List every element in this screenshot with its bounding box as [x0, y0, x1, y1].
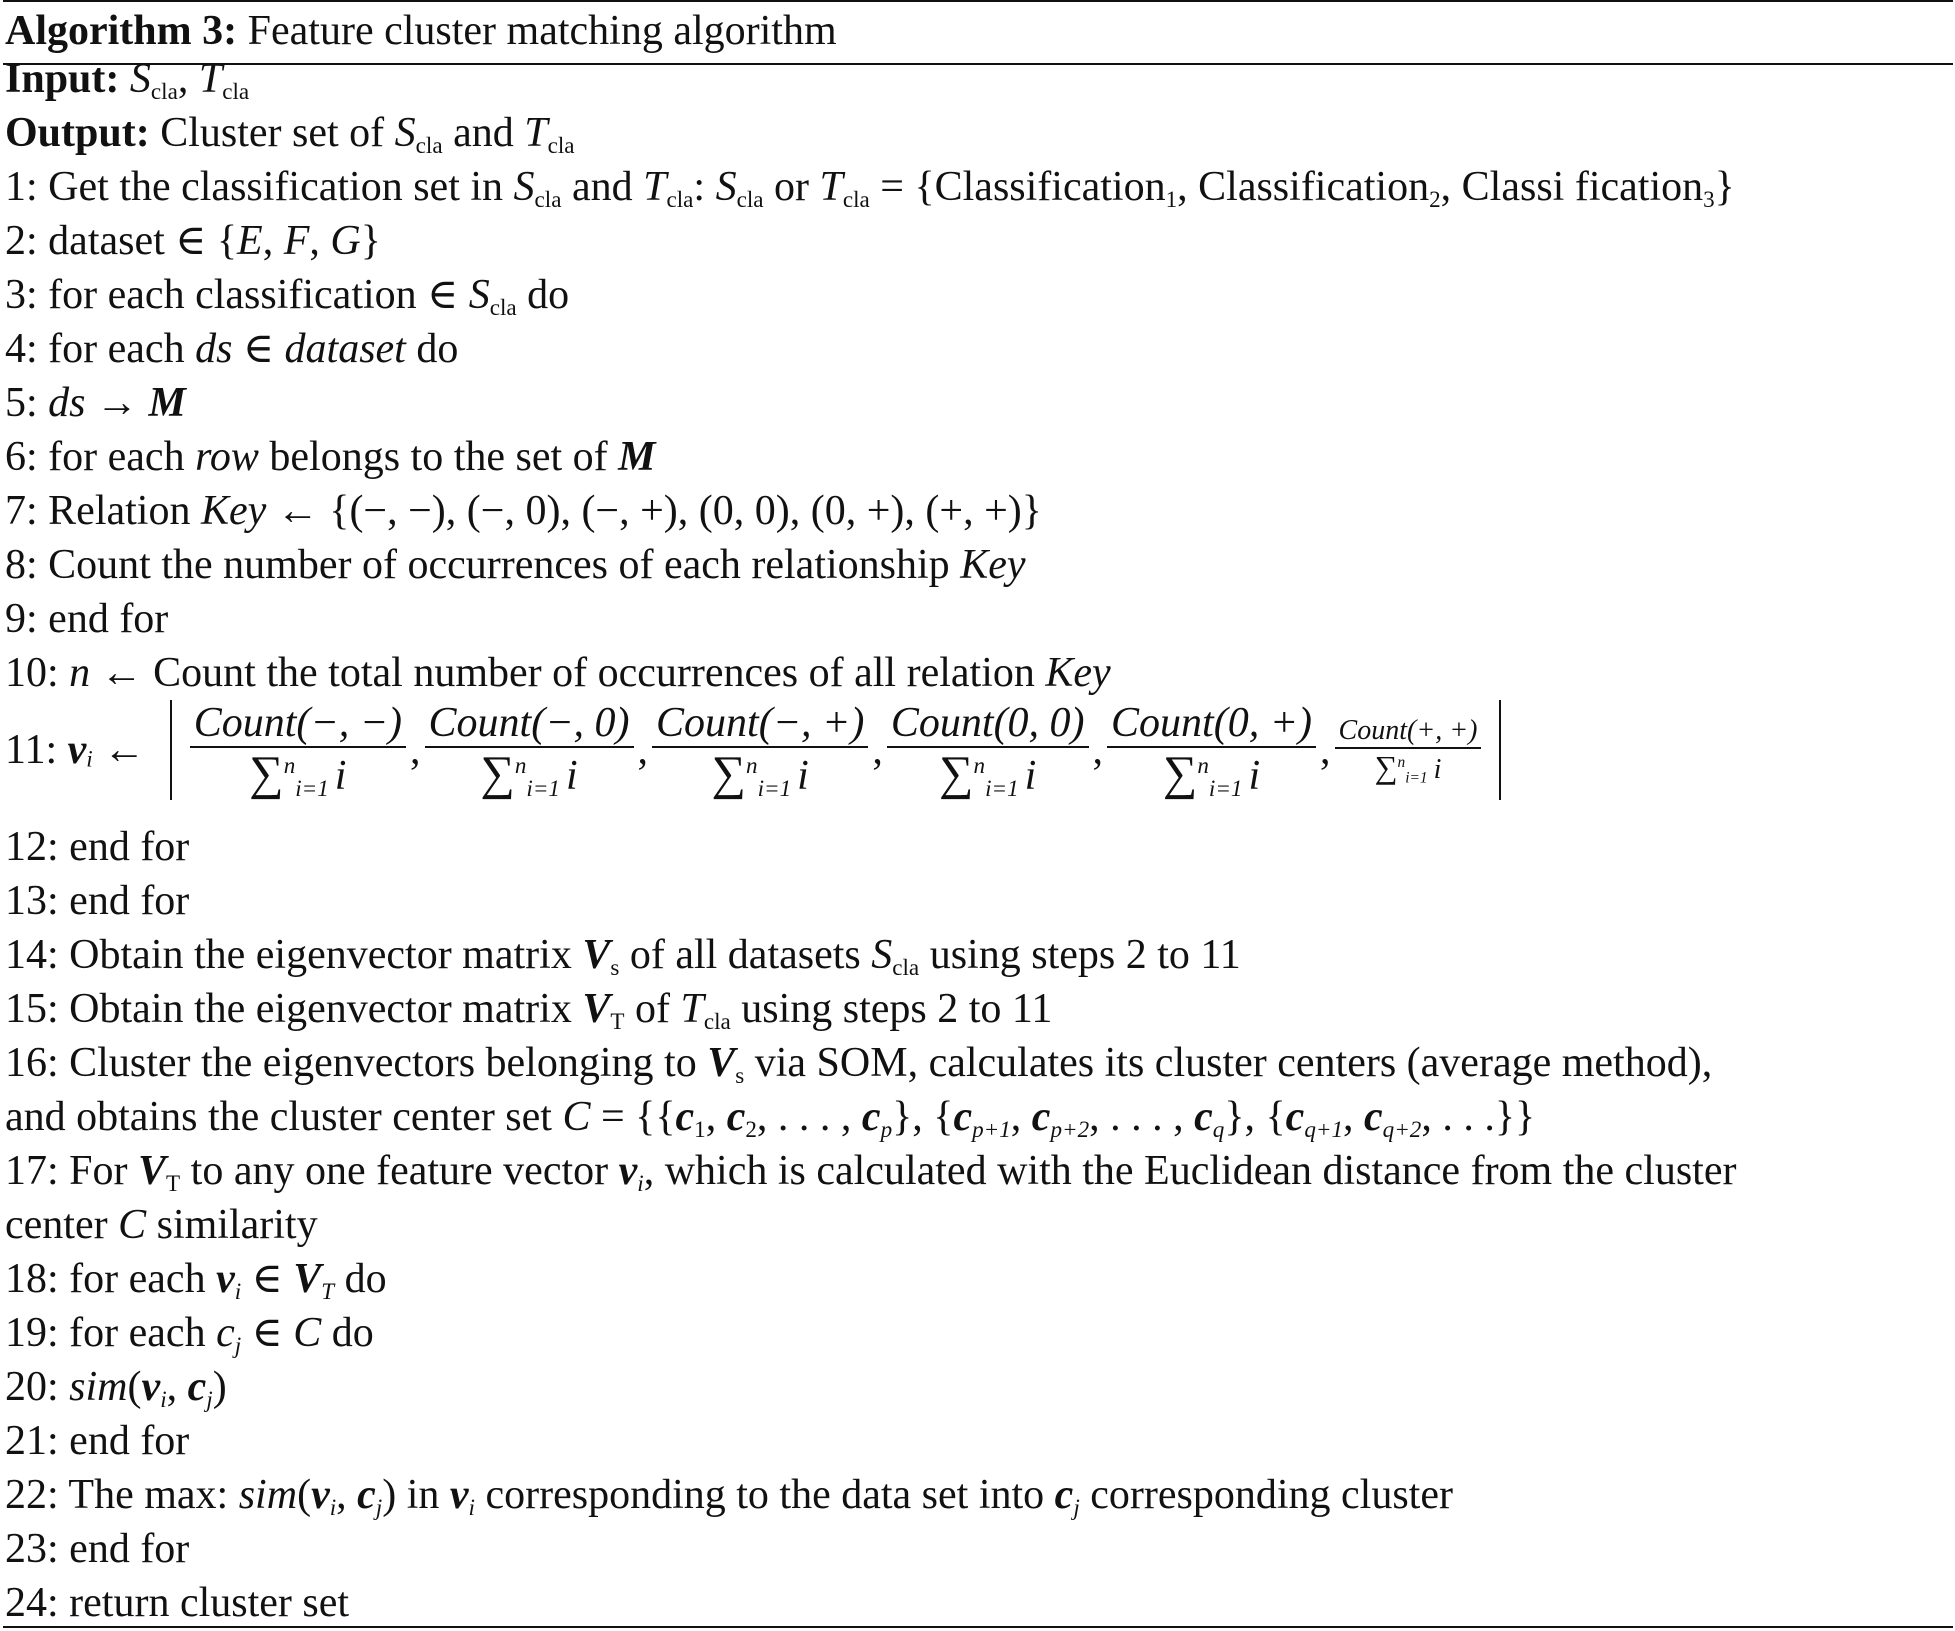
- fraction-denominator: [1107, 746, 1316, 801]
- step-21: [5, 1420, 189, 1462]
- fraction-separator: ,: [410, 727, 421, 773]
- step-text: dataset ∈ {: [48, 218, 238, 264]
- step-number: 9:: [5, 596, 38, 642]
- step-text: ←: [103, 727, 146, 773]
- sum-index: i: [565, 752, 578, 799]
- step-text: corresponding to the data set into: [485, 1472, 1045, 1518]
- math-t: T: [680, 986, 704, 1032]
- step-number: 2:: [5, 218, 38, 264]
- title-text: Feature cluster matching algorithm: [247, 8, 837, 54]
- step-number: 14:: [5, 932, 59, 978]
- math-t: T: [643, 164, 667, 210]
- step-text: = {{: [600, 1094, 676, 1140]
- math-sub: cla: [489, 293, 517, 320]
- step-text: or: [774, 164, 809, 210]
- fraction-numerator: Count(−, −): [190, 702, 406, 748]
- step-text: For: [69, 1148, 128, 1194]
- step-number: 7:: [5, 488, 38, 534]
- step-16: [5, 1040, 1713, 1088]
- fraction-numerator: Count(0, 0): [887, 702, 1089, 748]
- math-v: V: [582, 932, 611, 978]
- math-sub: p: [880, 1115, 893, 1142]
- step-text: Cluster the eigenvectors belonging to: [69, 1040, 697, 1086]
- math-row: row: [195, 434, 259, 480]
- step-text: for each: [69, 1310, 206, 1356]
- step-text: Obtain the eigenvector matrix: [69, 932, 572, 978]
- sum-symbol: ∑: [711, 746, 747, 800]
- step-text: }: [1714, 164, 1735, 210]
- math-v: v: [141, 1364, 161, 1410]
- step-number: 13:: [5, 878, 59, 924]
- fraction-denominator: [190, 746, 406, 801]
- fraction-denominator: [652, 746, 868, 801]
- step-text: center: [5, 1202, 108, 1248]
- step-text: end for: [69, 878, 190, 924]
- fraction-numerator: Count(0, +): [1107, 702, 1316, 748]
- math-v: V: [293, 1256, 322, 1302]
- step-12: [5, 826, 189, 868]
- math-v: V: [707, 1040, 736, 1086]
- math-c-set: C: [293, 1310, 322, 1356]
- step-text: , . . . ,: [1089, 1094, 1184, 1140]
- step-text: of all datasets: [629, 932, 861, 978]
- step-text: do: [344, 1256, 387, 1302]
- math-c: c: [726, 1094, 746, 1140]
- abs-bar-right: [1499, 700, 1501, 800]
- math-sub: i: [234, 1277, 242, 1304]
- step-4: [5, 328, 458, 370]
- math-sub: cla: [666, 185, 694, 212]
- math-s: S: [513, 164, 535, 210]
- step-text: end for: [48, 596, 169, 642]
- math-c: c: [1031, 1094, 1051, 1140]
- step-number: 10:: [5, 650, 59, 696]
- output-s: S: [394, 110, 416, 156]
- math-sub: s: [735, 1061, 745, 1088]
- step-text: end for: [69, 1526, 190, 1572]
- input-s-sub: cla: [150, 77, 178, 104]
- fraction: [190, 699, 406, 801]
- step-14: [5, 932, 1241, 980]
- math-sub: i: [637, 1169, 644, 1196]
- math-sim: sim: [238, 1472, 298, 1518]
- fraction-separator: ,: [1320, 727, 1331, 773]
- step-text: ∈: [251, 1310, 283, 1356]
- sum-index: i: [1248, 752, 1261, 799]
- math-s: S: [715, 164, 737, 210]
- algorithm-box: [3, 0, 1953, 1629]
- math-ds: ds: [195, 326, 233, 372]
- sum-lower: i=1: [526, 774, 560, 801]
- math-sub: i: [468, 1493, 475, 1520]
- step-text: , . . . ,: [756, 1094, 852, 1140]
- step-text: belongs to the set of: [269, 434, 608, 480]
- math-v: v: [67, 727, 87, 773]
- step-text: , Classification: [1177, 164, 1430, 210]
- math-sub: cla: [842, 185, 870, 212]
- math-sub: j: [234, 1331, 242, 1358]
- math-sim: sim: [69, 1364, 128, 1410]
- math-v: v: [449, 1472, 469, 1518]
- math-sub: cla: [736, 185, 764, 212]
- math-c: c: [861, 1094, 881, 1140]
- math-key: Key: [960, 542, 1026, 588]
- abs-bar-left: [170, 700, 172, 800]
- fraction-list: [186, 699, 1486, 801]
- math-sub: q+2: [1382, 1115, 1422, 1142]
- step-text: using steps 2 to 11: [741, 986, 1053, 1032]
- math-v: v: [618, 1148, 638, 1194]
- math-sub: p+1: [972, 1115, 1011, 1142]
- step-17-continued: [5, 1204, 318, 1246]
- math-v: v: [216, 1256, 235, 1302]
- fraction-denominator: [1335, 748, 1482, 787]
- math-t: T: [819, 164, 843, 210]
- math-c: c: [953, 1094, 973, 1140]
- sum-index: i: [797, 752, 809, 799]
- input-t: T: [198, 56, 223, 102]
- step-18: [5, 1256, 387, 1304]
- fraction-denominator: [425, 746, 634, 801]
- step-text: Relation: [48, 488, 191, 534]
- step-text: do: [331, 1310, 374, 1356]
- math-sub: i: [329, 1493, 337, 1520]
- sum-upper: n: [514, 751, 527, 778]
- step-text: do: [416, 326, 459, 372]
- step-number: 3:: [5, 272, 38, 318]
- math-sub: j: [1073, 1493, 1080, 1520]
- math-sub: 1: [1165, 185, 1178, 212]
- step-15: [5, 986, 1053, 1034]
- math-sub: 3: [1703, 185, 1715, 212]
- math-n: n: [69, 650, 91, 696]
- math-s: S: [468, 272, 490, 318]
- math-g: G: [330, 218, 361, 264]
- math-sub: i: [86, 745, 93, 772]
- algorithm-title: [5, 10, 837, 52]
- sum-upper: n: [1197, 751, 1209, 778]
- sum-lower: i=1: [757, 774, 792, 801]
- sum-symbol: ∑: [480, 746, 515, 800]
- step-text: similarity: [156, 1202, 318, 1248]
- math-key: Key: [200, 488, 267, 534]
- step-number: 4:: [5, 326, 38, 372]
- bottom-rule: [3, 1626, 1953, 1628]
- output-line: [5, 110, 575, 158]
- math-c: c: [187, 1364, 207, 1410]
- math-sub: s: [610, 953, 620, 980]
- fraction-separator: ,: [872, 727, 883, 773]
- sum-symbol: ∑: [249, 746, 284, 800]
- sum-upper: n: [283, 751, 296, 778]
- step-number: 23:: [5, 1526, 59, 1572]
- math-v: v: [311, 1472, 330, 1518]
- step-number: 5:: [5, 380, 38, 426]
- step-number: 20:: [5, 1364, 59, 1410]
- step-text: corresponding cluster: [1090, 1472, 1453, 1518]
- math-c-set: C: [118, 1202, 147, 1248]
- step-24: [5, 1582, 349, 1624]
- sum-upper: n: [973, 751, 986, 778]
- output-t: T: [524, 110, 548, 156]
- step-text: , which is calculated with the Euclidean distance from the cluster: [643, 1148, 1737, 1194]
- sum-lower: i=1: [1405, 769, 1428, 787]
- step-1: [5, 164, 1735, 212]
- step-text: for each classification ∈: [48, 272, 459, 318]
- step-6: [5, 436, 656, 478]
- step-number: 18:: [5, 1256, 59, 1302]
- step-17: [5, 1148, 1737, 1196]
- fraction-numerator: Count(−, +): [652, 702, 868, 748]
- step-number: 24:: [5, 1580, 59, 1626]
- math-c: c: [357, 1472, 376, 1518]
- math-c: c: [1364, 1094, 1383, 1140]
- fraction-separator: ,: [1092, 727, 1104, 773]
- math-sub: cla: [703, 1007, 731, 1034]
- sum-lower: i=1: [295, 774, 329, 801]
- math-sub: q: [1212, 1115, 1225, 1142]
- step-text: :: [693, 164, 706, 210]
- step-text: via SOM, calculates its cluster centers (average method),: [754, 1040, 1713, 1086]
- math-sub: j: [206, 1385, 213, 1412]
- step-text: end for: [69, 824, 190, 870]
- step-text: to any one feature vector: [190, 1148, 609, 1194]
- math-f: F: [283, 218, 310, 264]
- math-v: V: [138, 1148, 167, 1194]
- sum-lower: i=1: [1208, 774, 1243, 801]
- step-text: The max:: [68, 1472, 229, 1518]
- math-c: c: [216, 1310, 235, 1356]
- step-text: do: [527, 272, 570, 318]
- step-text: in: [406, 1472, 440, 1518]
- step-7: [5, 490, 1042, 532]
- input-label: Input:: [5, 56, 120, 102]
- step-text: return cluster set: [69, 1580, 350, 1626]
- input-s: S: [129, 56, 151, 102]
- fraction: [425, 699, 634, 801]
- math-sub: 2: [1429, 185, 1441, 212]
- step-9: [5, 598, 168, 640]
- math-c: c: [1054, 1472, 1074, 1518]
- step-number: 16:: [5, 1040, 59, 1086]
- step-16-continued: and obtains the cluster center set $C = \{\{c_1$, $c_2$, . . . , $c_p$}, {$c_{p+1}$, $c_{p+2}$, . . . , $c_q$}, {$c_{q+1}$, $c_{q+2}$, . . .}}: [5, 1094, 1536, 1142]
- step-13: [5, 880, 189, 922]
- fraction-numerator: Count(−, 0): [425, 702, 634, 748]
- input-sep: ,: [177, 56, 199, 102]
- math-m: M: [148, 380, 186, 426]
- step-text: ← Count the total number of occurrences of all relation: [100, 650, 1035, 696]
- step-8: [5, 544, 1025, 586]
- sum-upper: n: [746, 751, 758, 778]
- step-text: , . . .}}: [1421, 1094, 1536, 1140]
- sum-index: i: [1433, 753, 1442, 785]
- step-text: for each: [69, 1256, 206, 1302]
- fraction: [652, 699, 868, 801]
- step-text: Get the classification set in: [48, 164, 504, 210]
- fraction-numerator: Count(+, +): [1335, 717, 1482, 749]
- step-text: ∈: [251, 1256, 283, 1302]
- step-number: 8:: [5, 542, 38, 588]
- step-number: 21:: [5, 1418, 59, 1464]
- math-sub: T: [166, 1169, 181, 1196]
- math-sub: 2: [745, 1115, 757, 1142]
- math-dataset: dataset: [284, 326, 406, 372]
- input-t-sub: cla: [222, 77, 250, 104]
- math-sub: 1: [694, 1115, 706, 1142]
- math-ds: ds: [48, 380, 86, 426]
- output-label: Output:: [5, 110, 150, 156]
- sum-symbol: ∑: [939, 746, 974, 800]
- output-s-sub: cla: [415, 131, 443, 158]
- top-rule: [3, 0, 1953, 2]
- math-sub: cla: [892, 953, 920, 980]
- title-rule: [3, 63, 1953, 65]
- math-c: c: [1285, 1094, 1305, 1140]
- math-sub: cla: [534, 185, 562, 212]
- step-number: 19:: [5, 1310, 59, 1356]
- math-c-set: C: [562, 1094, 591, 1140]
- output-t-sub: cla: [547, 131, 575, 158]
- fraction: [887, 699, 1089, 801]
- step-3: [5, 272, 570, 320]
- math-v: V: [582, 986, 611, 1032]
- step-text: ∈: [242, 326, 275, 372]
- step-11: [5, 700, 1515, 800]
- sum-upper: n: [1397, 753, 1406, 771]
- sum-index: i: [1024, 752, 1037, 799]
- math-sub: T: [321, 1277, 335, 1304]
- step-5: [5, 382, 186, 424]
- step-text: and: [571, 164, 633, 210]
- step-number: 11:: [5, 727, 58, 773]
- step-text: using steps 2 to 11: [929, 932, 1241, 978]
- step-23: [5, 1528, 189, 1570]
- sum-symbol: ∑: [1374, 748, 1398, 785]
- title-label: Algorithm 3:: [5, 8, 238, 54]
- step-text: }: [360, 218, 381, 264]
- math-sub: T: [610, 1007, 625, 1034]
- output-and: and: [453, 110, 514, 156]
- step-text: ← {(−, −), (−, 0), (−, +), (0, 0), (0, +), (+, +)}: [276, 488, 1042, 534]
- step-text: , Classi fication: [1440, 164, 1704, 210]
- step-19: [5, 1310, 374, 1358]
- step-10: [5, 652, 1111, 694]
- sum-symbol: ∑: [1162, 746, 1198, 800]
- math-m: M: [618, 434, 656, 480]
- step-2: 2: dataset ∈ {E, F, G}: [5, 218, 381, 264]
- sum-index: i: [334, 752, 347, 799]
- step-text: end for: [69, 1418, 190, 1464]
- step-number: 6:: [5, 434, 38, 480]
- step-20: 20: $sim(v_i$, $c_j$): [5, 1364, 227, 1412]
- math-sub: i: [160, 1385, 167, 1412]
- math-sub: q+1: [1304, 1115, 1343, 1142]
- step-text: →: [96, 380, 139, 426]
- step-22: 22: The max: $sim(v_i$, $c_j$) in $v_i$ corresponding to the data set into $c_j$ corresponding cluster: [5, 1472, 1453, 1520]
- fraction: [1107, 699, 1316, 801]
- step-text: and obtains the cluster center set: [5, 1094, 552, 1140]
- step-number: 17:: [5, 1148, 59, 1194]
- fraction: [1335, 714, 1482, 787]
- step-text: = {Classification: [880, 164, 1166, 210]
- step-text: of: [634, 986, 670, 1032]
- math-sub: j: [375, 1493, 383, 1520]
- step-number: 1:: [5, 164, 38, 210]
- fraction-separator: ,: [637, 727, 649, 773]
- sum-lower: i=1: [985, 774, 1019, 801]
- math-c: c: [675, 1094, 695, 1140]
- step-number: 15:: [5, 986, 59, 1032]
- step-text: for each: [48, 326, 185, 372]
- step-number: 12:: [5, 824, 59, 870]
- fraction-denominator: [887, 746, 1089, 801]
- step-text: Count the number of occurrences of each relationship: [48, 542, 950, 588]
- step-text: for each: [48, 434, 185, 480]
- math-e: E: [237, 218, 263, 264]
- math-sub: p+2: [1050, 1115, 1090, 1142]
- step-number: 22:: [5, 1472, 59, 1518]
- output-text: Cluster set of: [160, 110, 385, 156]
- step-text: Obtain the eigenvector matrix: [69, 986, 572, 1032]
- math-c: c: [1194, 1094, 1213, 1140]
- math-s: S: [871, 932, 893, 978]
- math-key: Key: [1045, 650, 1111, 696]
- input-line: [5, 56, 250, 104]
